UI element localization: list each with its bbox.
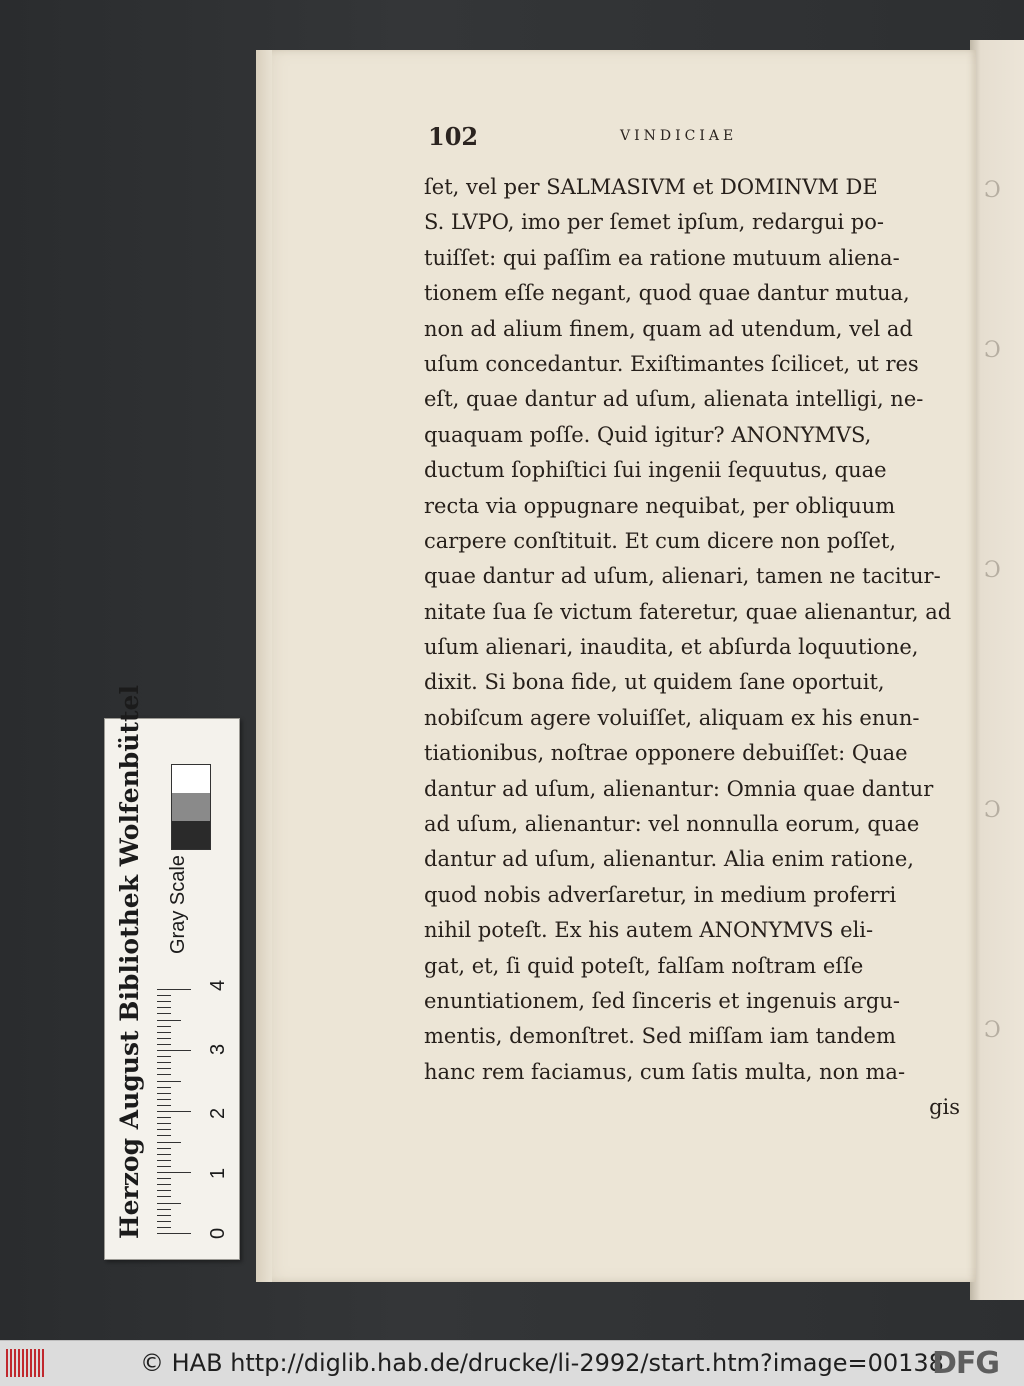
text-line: uſum concedantur. Exiſtimantes ſcilicet, ut res xyxy=(424,351,919,376)
text-line: S. LVPO, imo per ſemet ipſum, redargui po- xyxy=(424,210,884,235)
running-head: VINDICIAE xyxy=(620,128,738,144)
gray-swatch-white xyxy=(172,765,210,793)
ruler-tick xyxy=(157,1190,171,1191)
ruler-tick xyxy=(157,995,171,996)
ruler-tick xyxy=(157,1099,171,1100)
ruler-tick xyxy=(157,989,191,990)
text-line: eſt, quae dantur ad uſum, alienata intelligi, ne- xyxy=(424,387,924,412)
ruler-tick xyxy=(157,1233,191,1234)
text-line: dantur ad uſum, alienantur: Omnia quae dantur xyxy=(424,776,934,801)
scale-number: 1 xyxy=(207,1167,229,1179)
adjacent-page-edge: Ɔ Ɔ Ɔ Ɔ Ɔ xyxy=(970,40,1024,1300)
text-line: dixit. Si bona fide, ut quidem ſane oportuit, xyxy=(424,670,885,695)
ruler-tick xyxy=(157,1160,171,1161)
ruler-tick xyxy=(157,1020,181,1021)
text-line: recta via oppugnare nequibat, per obliquum xyxy=(424,493,896,518)
ruler-tick xyxy=(157,1038,171,1039)
ruler-tick xyxy=(157,1142,181,1143)
ruler-tick xyxy=(157,1196,171,1197)
text-line: non ad alium finem, quam ad utendum, vel ad xyxy=(424,316,913,341)
text-line: mentis, demonſtret. Sed miſſam iam tandem xyxy=(424,1024,896,1049)
text-line: quod nobis adverſaretur, in medium proferri xyxy=(424,882,897,907)
gray-swatch-dark xyxy=(172,821,210,849)
text-line: tiationibus, noſtrae opponere debuiſſet: Quae xyxy=(424,741,908,766)
text-line: nitate ſua ſe victum fateretur, quae alienantur, ad xyxy=(424,599,952,624)
text-line: nobiſcum agere voluiſſet, aliquam ex his enun- xyxy=(424,705,920,730)
page-body xyxy=(424,170,960,1126)
ruler-tick xyxy=(157,1123,171,1124)
ruler-tick xyxy=(157,1178,171,1179)
page-gutter xyxy=(256,50,272,1282)
text-line: ſet, vel per SALMASIVM et DOMINVM DE xyxy=(424,175,878,199)
ruler-tick xyxy=(157,1166,171,1167)
ruler-ticks xyxy=(157,989,197,1237)
text-line: ad uſum, alienantur: vel nonnulla eorum, quae xyxy=(424,812,920,837)
scale-number: 4 xyxy=(207,979,229,991)
ruler-tick xyxy=(157,1129,171,1130)
scale-number: 0 xyxy=(207,1227,229,1239)
ruler-tick xyxy=(157,1203,181,1204)
scale-number: 2 xyxy=(207,1107,229,1119)
ruler-tick xyxy=(157,1209,171,1210)
ruler-tick xyxy=(157,1135,171,1136)
text-line: quaquam poſſe. Quid igitur? ANONYMVS, xyxy=(424,422,872,447)
ruler-tick xyxy=(157,1117,171,1118)
ruler-tick xyxy=(157,1215,171,1216)
ruler-tick xyxy=(157,1087,171,1088)
text-line: quae dantur ad uſum, alienari, tamen ne tacitur- xyxy=(424,564,941,589)
color-scale-ruler xyxy=(104,685,240,1260)
page-header xyxy=(428,122,958,152)
text-line: gat, et, ſi quid poteſt, falſam noſtram eſſe xyxy=(424,953,864,978)
text-line: nihil poteſt. Ex his autem ANONYMVS eli- xyxy=(424,918,874,943)
text-line: tionem eſſe negant, quod quae dantur mutua, xyxy=(424,281,910,306)
ruler-tick xyxy=(157,1001,171,1002)
text-line: uſum alienari, inaudita, et abſurda loquutione, xyxy=(424,635,919,660)
gray-scale-label: Gray Scale xyxy=(167,855,189,954)
text-line: tuiſſet: qui paſſim ea ratione mutuum aliena- xyxy=(424,245,900,270)
ruler-tick xyxy=(157,1111,191,1112)
ruler-tick xyxy=(157,1227,171,1228)
ruler-tick xyxy=(157,1007,171,1008)
page-number: 102 xyxy=(428,122,479,151)
text-line: carpere conſtituit. Et cum dicere non poſſet, xyxy=(424,528,897,553)
ruler-tick xyxy=(157,1221,171,1222)
hab-logo-icon xyxy=(6,1349,44,1377)
ruler-institution-name: Herzog August Bibliothek Wolfenbüttel xyxy=(115,685,144,1239)
ruler-tick xyxy=(157,1026,171,1027)
text-line: enuntiationem, ſed ſinceris et ingenuis argu- xyxy=(424,988,900,1013)
ruler-tick xyxy=(157,1148,171,1149)
ruler-tick xyxy=(157,1093,171,1094)
ruler-tick xyxy=(157,1062,171,1063)
ruler-tick xyxy=(157,1105,171,1106)
catchword: gis xyxy=(929,1095,960,1120)
ruler-tick xyxy=(157,1013,171,1014)
ruler-tick xyxy=(157,1154,171,1155)
gray-swatch-mid xyxy=(172,793,210,821)
dfg-logo: DFG xyxy=(932,1346,1000,1381)
scale-number: 3 xyxy=(207,1043,229,1055)
viewer-footer xyxy=(0,1340,1024,1386)
ruler-tick xyxy=(157,1172,191,1173)
ruler-tick xyxy=(157,1056,171,1057)
ruler-tick xyxy=(157,1184,171,1185)
ruler-tick xyxy=(157,1068,171,1069)
ruler-tick xyxy=(157,1044,171,1045)
text-line: ductum ſophiſtici ſui ingenii ſequutus, quae xyxy=(424,458,887,483)
copyright-link[interactable]: © HAB http://diglib.hab.de/drucke/li-2992/start.htm?image=00138 xyxy=(140,1349,944,1377)
gray-swatches xyxy=(171,764,211,850)
ruler-tick xyxy=(157,1032,171,1033)
ruler-tick xyxy=(157,1081,181,1082)
text-line: hanc rem faciamus, cum ſatis multa, non ma- xyxy=(424,1059,906,1084)
ruler-tick xyxy=(157,1074,171,1075)
ruler-tick xyxy=(157,1050,191,1051)
text-line: dantur ad uſum, alienantur. Alia enim ratione, xyxy=(424,847,914,872)
